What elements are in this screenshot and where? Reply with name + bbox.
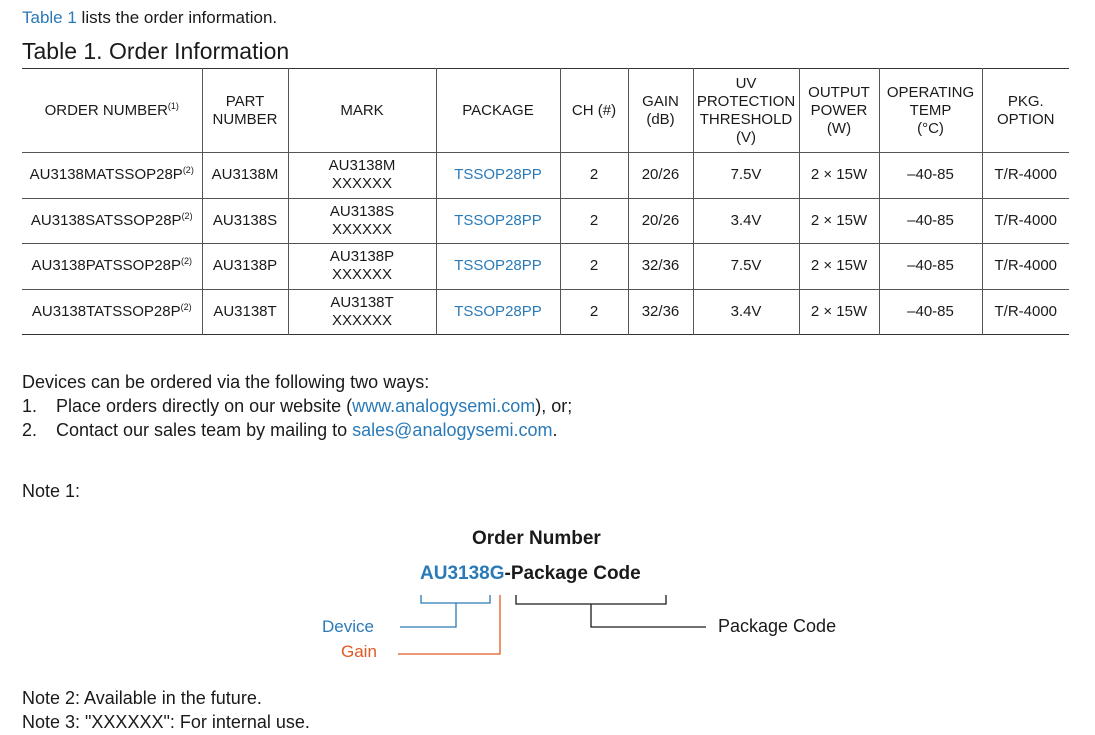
header-package: PACKAGE	[436, 69, 560, 153]
ordering-instructions	[22, 370, 572, 442]
table-header-row	[22, 69, 1069, 153]
cell-channels: 2	[560, 244, 628, 290]
cell-package-link[interactable]: TSSOP28PP	[436, 244, 560, 290]
cell-mark: AU3138T XXXXXX	[288, 289, 436, 335]
cell-uv-threshold: 7.5V	[693, 153, 799, 199]
cell-mark: AU3138M XXXXXX	[288, 153, 436, 199]
cell-output-power: 2 × 15W	[799, 153, 879, 199]
cell-part-number: AU3138P	[202, 244, 288, 290]
table-row	[22, 153, 1069, 199]
cell-output-power: 2 × 15W	[799, 289, 879, 335]
note-1-label: Note 1:	[22, 481, 81, 501]
cell-package-link[interactable]: TSSOP28PP	[436, 198, 560, 244]
gain-leader	[398, 595, 500, 654]
cell-order-number: $AU3138PATSSOP28P^{(2)}$	[31, 256, 193, 275]
table-title: Table 1. Order Information	[22, 38, 290, 64]
table-row	[22, 289, 1069, 335]
header-pkg-option: PKG. OPTION	[982, 69, 1069, 153]
order-number-code	[420, 563, 641, 585]
header-uv-threshold: UV PROTECTION THRESHOLD (V)	[693, 69, 799, 153]
cell-uv-threshold: 3.4V	[693, 198, 799, 244]
table-row	[22, 198, 1069, 244]
cell-gain: 32/36	[628, 289, 693, 335]
cell-mark: AU3138P XXXXXX	[288, 244, 436, 290]
package-bracket	[516, 595, 666, 604]
cell-pkg-option: T/R-4000	[982, 289, 1069, 335]
cell-channels: 2	[560, 289, 628, 335]
sales-email-link[interactable]: sales@analogysemi.com	[352, 420, 553, 440]
cell-part-number: AU3138M	[202, 153, 288, 199]
cell-package-link[interactable]: TSSOP28PP	[436, 153, 560, 199]
package-code-label: Package Code	[718, 616, 837, 636]
note-3: Note 3: "XXXXXX": For internal use.	[22, 712, 310, 732]
cell-channels: 2	[560, 153, 628, 199]
device-bracket	[421, 595, 490, 603]
cell-operating-temp: –40-85	[879, 289, 982, 335]
cell-output-power: 2 × 15W	[799, 244, 879, 290]
ordering-lead: Devices can be ordered via the following two ways:	[22, 372, 430, 392]
cell-gain: 32/36	[628, 244, 693, 290]
code-suffix: -Package Code	[504, 563, 641, 584]
footnotes	[22, 686, 310, 734]
cell-output-power: 2 × 15W	[799, 198, 879, 244]
header-operating-temp: OPERATING TEMP (°C)	[879, 69, 982, 153]
header-gain: GAIN (dB)	[628, 69, 693, 153]
header-channels: CH (#)	[560, 69, 628, 153]
intro-text: lists the order information.	[76, 8, 278, 27]
device-label: Device	[322, 617, 374, 636]
cell-mark: AU3138S XXXXXX	[288, 198, 436, 244]
cell-order-number: $AU3138MATSSOP28P^{(2)}$	[29, 165, 194, 184]
intro-sentence	[22, 8, 277, 28]
cell-gain: 20/26	[628, 198, 693, 244]
cell-channels: 2	[560, 198, 628, 244]
cell-package-link[interactable]: TSSOP28PP	[436, 289, 560, 335]
note-2: Note 2: Available in the future.	[22, 688, 262, 708]
cell-gain: 20/26	[628, 153, 693, 199]
list-item: 2. Contact our sales team by mailing to sales@analogysemi.com.	[22, 420, 558, 440]
table-1-link[interactable]: Table 1	[22, 8, 77, 27]
header-part-number: PART NUMBER	[202, 69, 288, 153]
table-row	[22, 244, 1069, 290]
cell-operating-temp: –40-85	[879, 198, 982, 244]
cell-order-number: $AU3138SATSSOP28P^{(2)}$	[30, 210, 193, 229]
code-prefix: AU3138G	[420, 563, 505, 584]
cell-pkg-option: T/R-4000	[982, 153, 1069, 199]
header-output-power: OUTPUT POWER (W)	[799, 69, 879, 153]
cell-pkg-option: T/R-4000	[982, 244, 1069, 290]
header-order-number: ORDER NUMBER$^{(1)}$	[44, 100, 179, 119]
package-leader	[591, 604, 706, 627]
cell-part-number: AU3138S	[202, 198, 288, 244]
cell-uv-threshold: 3.4V	[693, 289, 799, 335]
ordering-list	[22, 394, 572, 442]
cell-order-number: $AU3138TATSSOP28P^{(2)}$	[31, 301, 192, 320]
diagram-title: Order Number	[472, 528, 601, 549]
list-item: 1. Place orders directly on our website (www.analogysemi.com), or;	[22, 396, 573, 416]
cell-operating-temp: –40-85	[879, 244, 982, 290]
cell-uv-threshold: 7.5V	[693, 244, 799, 290]
header-mark: MARK	[288, 69, 436, 153]
website-link[interactable]: www.analogysemi.com	[352, 396, 536, 416]
order-information-table	[22, 68, 1069, 335]
cell-part-number: AU3138T	[202, 289, 288, 335]
gain-label: Gain	[341, 642, 377, 661]
cell-pkg-option: T/R-4000	[982, 198, 1069, 244]
cell-operating-temp: –40-85	[879, 153, 982, 199]
device-leader	[400, 603, 456, 627]
